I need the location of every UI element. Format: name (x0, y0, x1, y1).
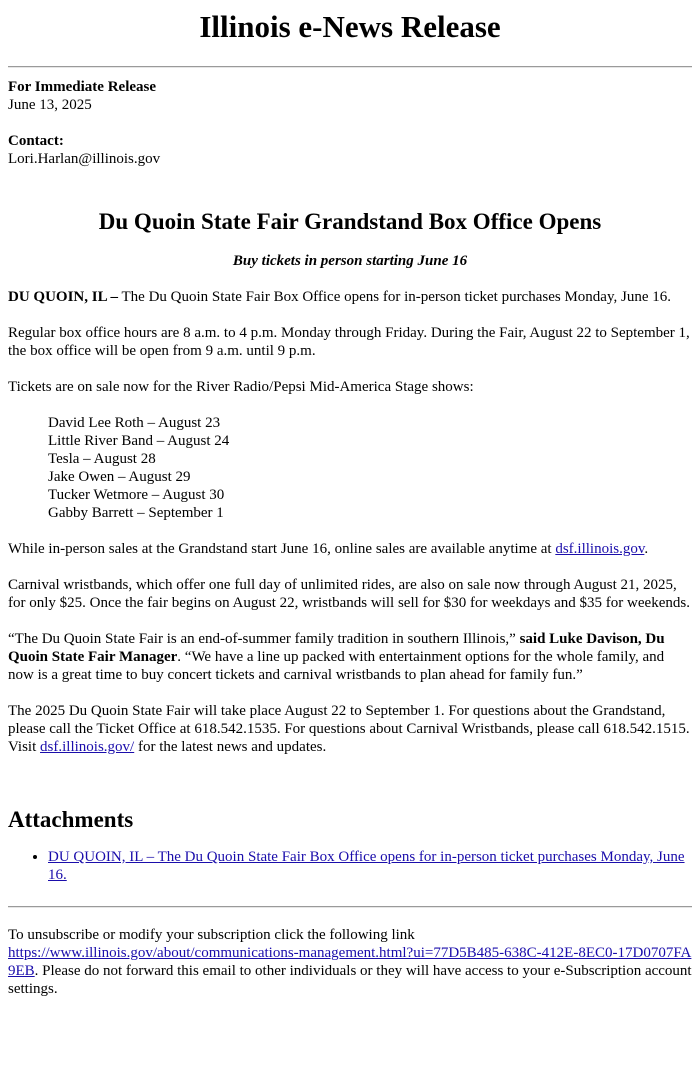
show-item: Tesla – August 28 (48, 451, 156, 467)
page-title: Illinois e-News Release (199, 9, 501, 44)
attachments-list (8, 848, 692, 884)
paragraph-online: While in-person sales at the Grandstand start June 16, online sales are available anytime at dsf.illinois.gov. (8, 541, 649, 557)
release-meta (8, 78, 692, 168)
footer (8, 926, 692, 998)
show-item: Gabby Barrett – September 1 (48, 505, 224, 521)
header-divider (8, 66, 692, 68)
show-list (48, 414, 692, 522)
footer-divider (8, 906, 692, 908)
footer-note: . Please do not forward this email to other individuals or they will have access to your e-Subscription account settings. (8, 963, 692, 997)
dsf-link-2[interactable]: dsf.illinois.gov/ (40, 739, 135, 755)
article-subheadline: Buy tickets in person starting June 16 (232, 253, 468, 269)
contact-label: Contact: (8, 133, 64, 149)
contact-email: Lori.Harlan@illinois.gov (8, 151, 161, 167)
release-date: June 13, 2025 (8, 97, 92, 113)
paragraph-intro: DU QUOIN, IL – The Du Quoin State Fair Box Office opens for in-person ticket purchases Monday, June 16. (8, 289, 671, 305)
dsf-link[interactable]: dsf.illinois.gov (555, 541, 645, 557)
paragraph-hours: Regular box office hours are 8 a.m. to 4 p.m. Monday through Friday. During the Fair, August 22 to September 1, the box office will be open from 9 a.m. until 9 p.m. (8, 325, 690, 359)
show-item: David Lee Roth – August 23 (48, 415, 221, 431)
unsubscribe-link[interactable]: https://www.illinois.gov/about/communications-management.html?ui=77D5B485-638C-412E-8EC0-17D0707FA9EB (8, 945, 692, 979)
paragraph-tickets: Tickets are on sale now for the River Radio/Pepsi Mid-America Stage shows: (8, 379, 474, 395)
paragraph-closing: The 2025 Du Quoin State Fair will take place August 22 to September 1. For questions about the Grandstand, please call the Ticket Office at 618.542.1535. For questions about Carnival Wristbands, please call 618.542.1515. Visit dsf.illinois.gov/ for the latest news and updates. (8, 703, 690, 755)
show-item: Jake Owen – August 29 (48, 469, 191, 485)
attachments-heading: Attachments (8, 807, 134, 832)
attachment-item (48, 848, 692, 884)
article-headline: Du Quoin State Fair Grandstand Box Office Opens (98, 209, 602, 234)
quote-attribution: said Luke Davison, Du Quoin State Fair Manager (8, 631, 665, 665)
show-item: Tucker Wetmore – August 30 (48, 487, 225, 503)
show-item: Little River Band – August 24 (48, 433, 230, 449)
paragraph-wristbands: Carnival wristbands, which offer one full day of unlimited rides, are also on sale now through August 21, 2025, for only $25. Once the fair begins on August 22, wristbands will sell for $30 for weekdays and $35 for weekends. (8, 577, 690, 611)
paragraph-quote: “The Du Quoin State Fair is an end-of-summer family tradition in southern Illinois,” said Luke Davison, Du Quoin State Fair Manager. “We have a line up packed with entertainment options for the whole family, and now is a great time to buy concert tickets and carnival wristbands to plan ahead for family fun.” (8, 631, 665, 683)
attachment-link[interactable]: DU QUOIN, IL – The Du Quoin State Fair Box Office opens for in-person ticket purchases Monday, June 16. (48, 849, 685, 883)
footer-text: To unsubscribe or modify your subscription click the following link (8, 927, 415, 943)
release-label: For Immediate Release (8, 79, 157, 95)
dateline: DU QUOIN, IL – (8, 289, 119, 305)
